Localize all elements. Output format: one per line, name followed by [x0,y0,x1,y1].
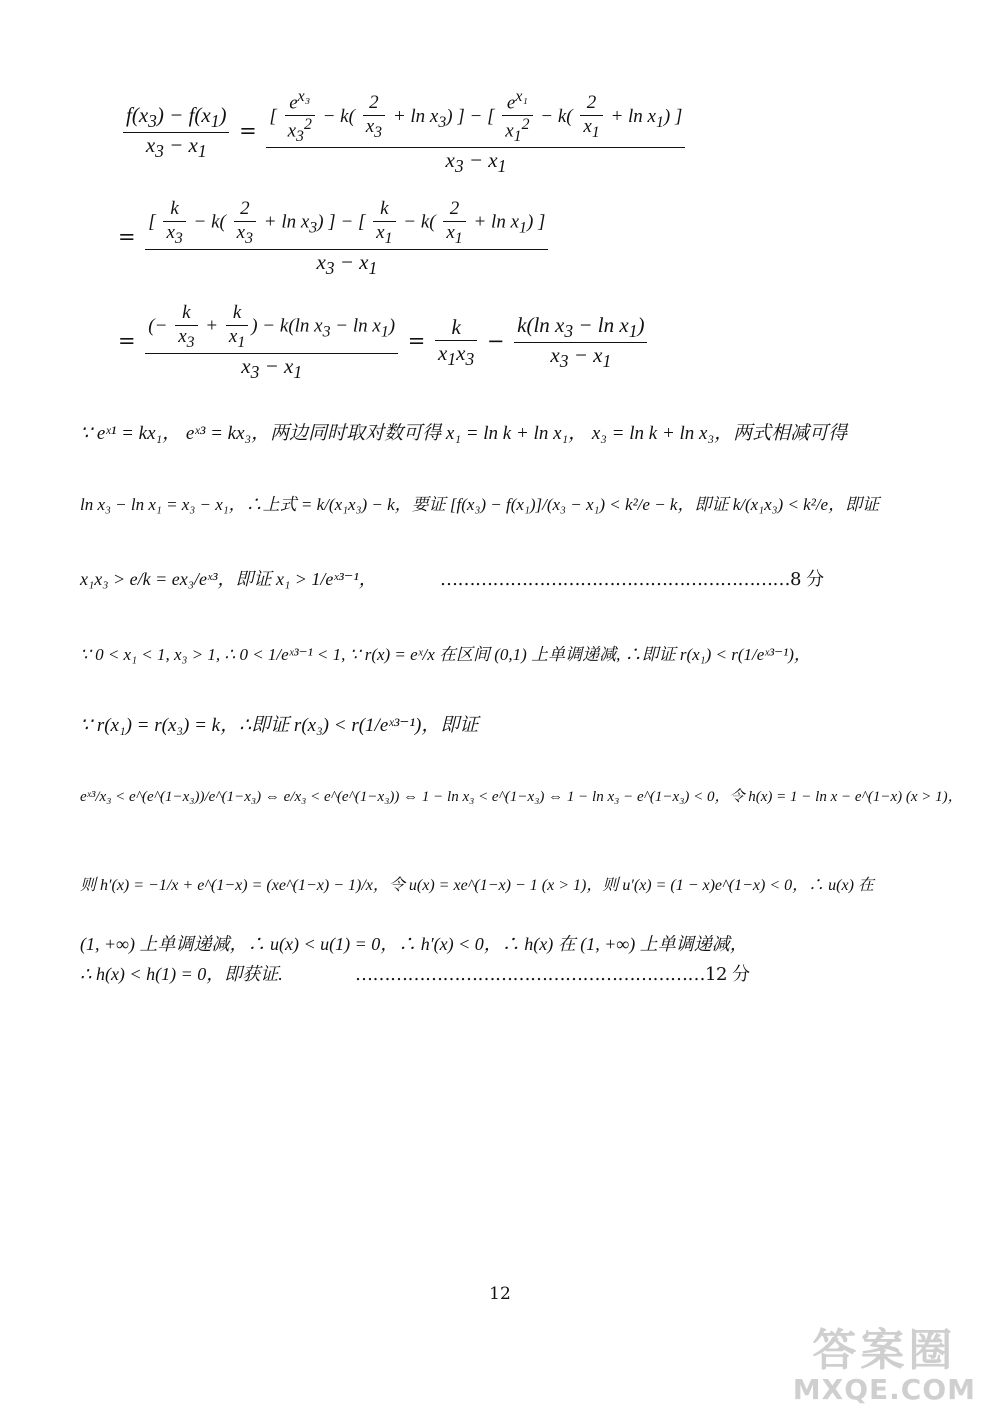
page-number: 12 [489,1284,511,1304]
text-line-6: eˣ³/x₃ < e^(e^(1−x₃))/e^(1−x₃) ⇔ e/x₃ < e^(e^(1−x₃)) ⇔ 1 − ln x₃ < e^(1−x₃) ⇔ 1 − ln x₃ − e^(1−x₃) < 0，令 h(x) = 1 − ln x − e^(1−x) (x > 1)， [80,789,963,805]
text-line-3: x₁x₃ > e/k = ex₃/eˣ³，即证 x₁ > 1/eˣ³⁻¹， [80,569,377,589]
text-line-8: (1, +∞) 上单调递减，∴ u(x) < u(1) = 0，∴ h′(x) < 0，∴ h(x) 在 (1, +∞) 上单调递减， [80,934,748,954]
watermark-line-1: 答案圈 [812,1324,957,1376]
equation-3: = (− $\frac{k}{x_3}$ + $\frac{k}{x_1}$ ) − k(ln $x_3 - \ln x_1$) $x_3 - x_1$ = $\frac{k}{x_1x_3}$ − $\frac{k(\ln x_3 - \ln x_1)}{x_3 - x_1}$ [118,302,650,383]
equation-2: = [ $\frac{k}{x_3}$ − k( $\frac{2}{x_3}$ + $\ln x_3$) ] − [ $\frac{k}{x_1}$ − k( $\frac{2}{x_1}$ + $\ln x_1$) ] $x_3 - x_1$ [118,198,551,279]
watermark-logo [792,1324,976,1407]
score-mark-8: ……………………………………………………8 分 [440,569,824,590]
text-line-5: ∵ r(x₁) = r(x₃) = k，∴即证 r(x₃) < r(1/eˣ³⁻¹)，即证 [80,715,479,736]
text-line-2: ln x₃ − ln x₁ = x₃ − x₁，∴上式 = k/(x₁x₃) − k，要证 [f(x₃) − f(x₁)]/(x₃ − x₁) < k²/e − k，即证 k/(x₁x₃) < k²/e，即证 [80,495,880,514]
equation-1: $\frac{f(x_3) - f(x_1)}{x_3 - x_1}$ = [ $\frac{e^{x_3}}{x_3^2}$ − k( $\frac{2}{x_3}$ + $\ln x_3$) ] − [ $\frac{e^{x_1}}{x_1^2}$ − k( $\frac{2}{x_1}$ + $\ln x_1$) ] $x_3 - x_1$ [120,88,688,177]
text-line-7: 则 h′(x) = −1/x + e^(1−x) = (xe^(1−x) − 1)/x，令 u(x) = xe^(1−x) − 1 (x > 1)，则 u′(x) = (1 − x)e^(1−x) < 0，∴ u(x) 在 [80,877,874,894]
text-line-9: ∴ h(x) < h(1) = 0，即获证. [80,964,283,984]
watermark-line-2: MXQE.COM [792,1373,976,1407]
text-line-1: ∵ eˣ¹ = kx₁， eˣ³ = kx₃，两边同时取对数可得 x₁ = ln k + ln x₁， x₃ = ln k + ln x₃，两式相减可得 [80,423,848,444]
text-line-4: ∵ 0 < x₁ < 1, x₃ > 1, ∴ 0 < 1/eˣ³⁻¹ < 1, ∵ r(x) = eˣ/x 在区间 (0,1) 上单调递减, ∴即证 r(x₁) < r(1/eˣ³⁻¹)， [80,645,811,664]
score-mark-12: ……………………………………………………12 分 [355,964,750,985]
